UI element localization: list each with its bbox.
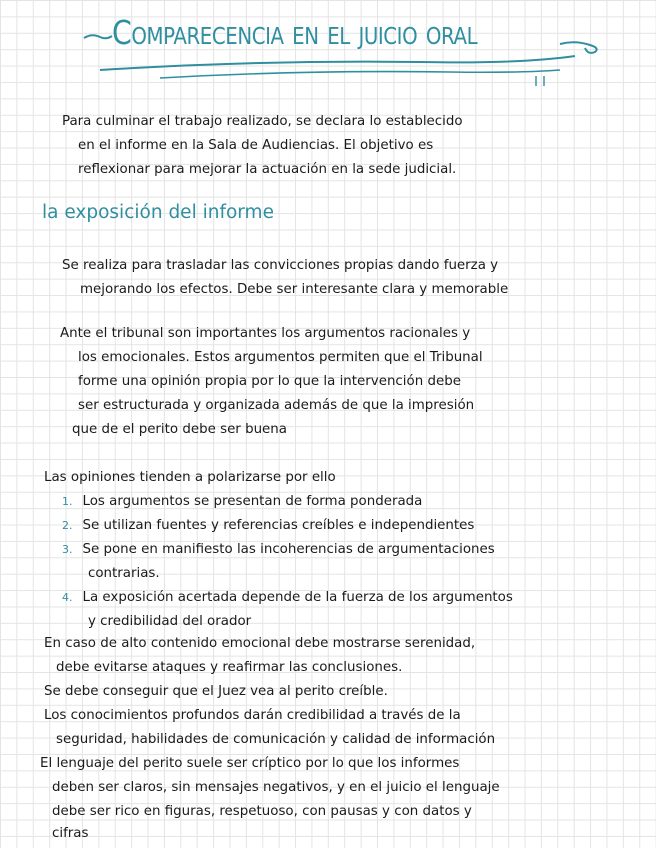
list-number: 1. bbox=[62, 495, 73, 508]
closing-line: seguridad, habilidades de comunicación y calidad de información bbox=[56, 732, 496, 747]
list-item-text: Se utilizan fuentes y referencias creíbles e independientes bbox=[82, 518, 475, 533]
intro-line: en el informe en la Sala de Audiencias. El objetivo es bbox=[78, 138, 434, 153]
closing-line: debe evitarse ataques y reafirmar las conclusiones. bbox=[56, 660, 403, 675]
list-number: 2. bbox=[62, 519, 73, 532]
closing-line: Se debe conseguir que el Juez vea al perito creíble. bbox=[44, 684, 388, 699]
intro-line: Para culminar el trabajo realizado, se declara lo establecido bbox=[62, 114, 463, 129]
list-item bbox=[62, 538, 495, 562]
intro-line: reflexionar para mejorar la actuación en la sede judicial. bbox=[78, 162, 457, 177]
closing-line: Los conocimientos profundos darán credibilidad a través de la bbox=[44, 708, 461, 723]
list-item bbox=[62, 586, 513, 610]
section-heading: la exposición del informe bbox=[42, 202, 274, 223]
paragraph-line: mejorando los efectos. Debe ser interesante clara y memorable bbox=[80, 282, 509, 297]
closing-line: En caso de alto contenido emocional debe mostrarse serenidad, bbox=[44, 636, 476, 651]
paragraph-line: que de el perito debe ser buena bbox=[72, 422, 287, 437]
page-title: Comparecencia en el juicio oral bbox=[112, 13, 478, 52]
closing-line: deben ser claros, sin mensajes negativos, y en el juicio el lenguaje bbox=[52, 780, 500, 795]
list-number: 4. bbox=[62, 591, 73, 604]
closing-line: debe ser rico en figuras, respetuoso, con pausas y con datos y bbox=[52, 804, 472, 819]
list-item-continuation: y credibilidad del orador bbox=[88, 614, 252, 629]
paragraph-line: los emocionales. Estos argumentos permiten que el Tribunal bbox=[78, 350, 483, 365]
list-item bbox=[62, 490, 422, 514]
paragraph-line: forme una opinión propia por lo que la intervención debe bbox=[78, 374, 461, 389]
title-area bbox=[0, 0, 656, 95]
paragraph-line: Se realiza para trasladar las convicciones propias dando fuerza y bbox=[62, 258, 499, 273]
list-item-text: La exposición acertada depende de la fuerza de los argumentos bbox=[82, 590, 513, 605]
list-item-continuation: contrarias. bbox=[88, 566, 160, 581]
list-item bbox=[62, 514, 474, 538]
closing-line: El lenguaje del perito suele ser críptico por lo que los informes bbox=[40, 756, 460, 771]
list-number: 3. bbox=[62, 543, 73, 556]
closing-line: cifras bbox=[52, 826, 89, 841]
paragraph-line: ser estructurada y organizada además de que la impresión bbox=[78, 398, 475, 413]
paragraph-line: Ante el tribunal son importantes los argumentos racionales y bbox=[60, 326, 471, 341]
list-item-text: Los argumentos se presentan de forma ponderada bbox=[82, 494, 423, 509]
list-item-text: Se pone en manifiesto las incoherencias de argumentaciones bbox=[82, 542, 495, 557]
list-intro: Las opiniones tienden a polarizarse por ello bbox=[44, 470, 336, 485]
